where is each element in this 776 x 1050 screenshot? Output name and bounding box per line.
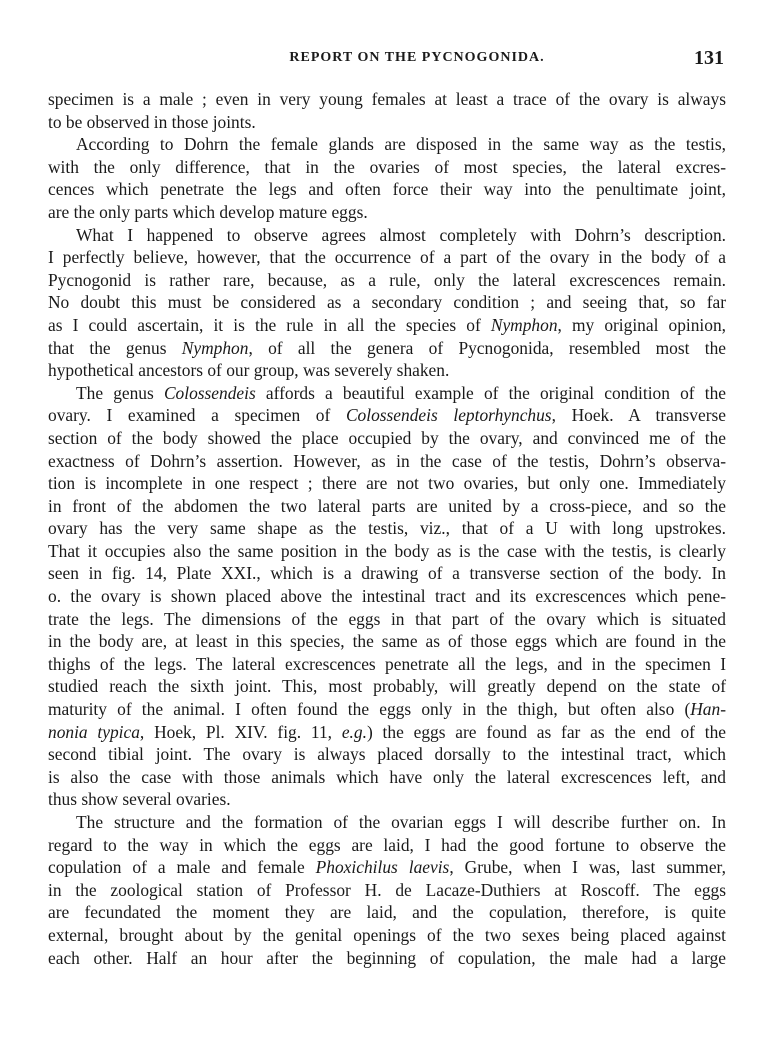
paragraph bbox=[48, 133, 726, 223]
text-line: copulation of a male and female Phoxichilus laevis, Grube, when I was, last summer, bbox=[48, 857, 726, 878]
text-line: each other. Half an hour after the beginning of copulation, the male had a large bbox=[48, 947, 726, 968]
paragraph bbox=[48, 224, 726, 382]
text-line: cences which penetrate the legs and often force their way into the penultimate joint, bbox=[48, 179, 726, 200]
text-line: with the only difference, that in the ovaries of most species, the lateral excres- bbox=[48, 156, 726, 177]
paragraph bbox=[48, 811, 726, 969]
text-line: as I could ascertain, it is the rule in all the species of Nymphon, my original opinion, bbox=[48, 314, 726, 335]
text-line: in front of the abdomen the two lateral parts are united by a cross-piece, and so the bbox=[48, 495, 726, 516]
text-line: regard to the way in which the eggs are laid, I had the good fortune to observe the bbox=[48, 834, 726, 855]
text-line: seen in fig. 14, Plate XXI., which is a drawing of a transverse section of the body. In bbox=[48, 563, 726, 584]
text-line: trate the legs. The dimensions of the eggs in that part of the ovary which is situated bbox=[48, 608, 726, 629]
text-line: What I happened to observe agrees almost completely with Dohrn’s description. bbox=[76, 224, 726, 245]
text-line: maturity of the animal. I often found the eggs only in the thigh, but often also (Han- bbox=[48, 699, 726, 720]
text-line: o. the ovary is shown placed above the intestinal tract and its excrescences which pene- bbox=[48, 586, 726, 607]
text-line: studied reach the sixth joint. This, most probably, will greatly depend on the state of bbox=[48, 676, 726, 697]
text-line: ovary. I examined a specimen of Colossendeis leptorhynchus, Hoek. A transverse bbox=[48, 405, 726, 426]
text-line: Pycnogonid is rather rare, because, as a rule, only the lateral excrescences remain. bbox=[48, 269, 726, 290]
text-line: The genus Colossendeis affords a beautiful example of the original condition of the bbox=[76, 382, 727, 403]
text-line: According to Dohrn the female glands are disposed in the same way as the testis, bbox=[76, 134, 726, 155]
text-line: No doubt this must be considered as a secondary condition ; and seeing that, so far bbox=[48, 292, 726, 313]
text-line: specimen is a male ; even in very young females at least a trace of the ovary is always bbox=[48, 89, 726, 109]
page-header bbox=[48, 38, 726, 72]
body-text bbox=[48, 88, 726, 969]
text-line: tion is incomplete in one respect ; there are not two ovaries, but only one. Immediately bbox=[48, 473, 726, 494]
text-line: external, brought about by the genital openings of the two sexes being placed against bbox=[48, 924, 726, 945]
text-line: exactness of Dohrn’s assertion. However, as in the case of the testis, Dohrn’s observa- bbox=[48, 450, 726, 471]
paragraph bbox=[48, 88, 726, 133]
text-line: That it occupies also the same position in the body as is the case with the testis, is clearly bbox=[48, 540, 726, 561]
paragraph bbox=[48, 382, 726, 811]
text-line: section of the body showed the place occupied by the ovary, and convinced me of the bbox=[48, 427, 726, 448]
text-line: that the genus Nymphon, of all the genera of Pycnogonida, resembled most the bbox=[48, 337, 726, 358]
document-page bbox=[48, 38, 726, 969]
text-line: thighs of the legs. The lateral excrescences penetrate all the legs, and in the specimen I bbox=[48, 653, 726, 674]
running-title: REPORT ON THE PYCNOGONIDA. bbox=[289, 50, 545, 65]
text-line: nonia typica, Hoek, Pl. XIV. fig. 11, e.g.) the eggs are found as far as the end of the bbox=[48, 721, 726, 742]
text-line: hypothetical ancestors of our group, was severely shaken. bbox=[48, 360, 450, 381]
text-line: are the only parts which develop mature eggs. bbox=[48, 201, 368, 222]
text-line: is also the case with those animals which have only the lateral excrescences left, and bbox=[48, 766, 726, 787]
text-line: in the body are, at least in this species, the same as of those eggs which are found in the bbox=[48, 631, 726, 652]
text-line: in the zoological station of Professor H. de Lacaze-Duthiers at Roscoff. The eggs bbox=[48, 879, 726, 900]
text-line: The structure and the formation of the ovarian eggs I will describe further on. In bbox=[76, 812, 726, 832]
text-line: to be observed in those joints. bbox=[48, 111, 256, 132]
text-line: second tibial joint. The ovary is always placed dorsally to the intestinal tract, which bbox=[48, 744, 726, 765]
text-line: thus show several ovaries. bbox=[48, 789, 231, 810]
text-line: I perfectly believe, however, that the occurrence of a part of the ovary in the body of a bbox=[48, 247, 726, 268]
text-line: ovary has the very same shape as the testis, viz., that of a U with long upstrokes. bbox=[48, 518, 726, 539]
page-number: 131 bbox=[694, 47, 724, 69]
text-line: are fecundated the moment they are laid, and the copulation, therefore, is quite bbox=[48, 902, 726, 923]
